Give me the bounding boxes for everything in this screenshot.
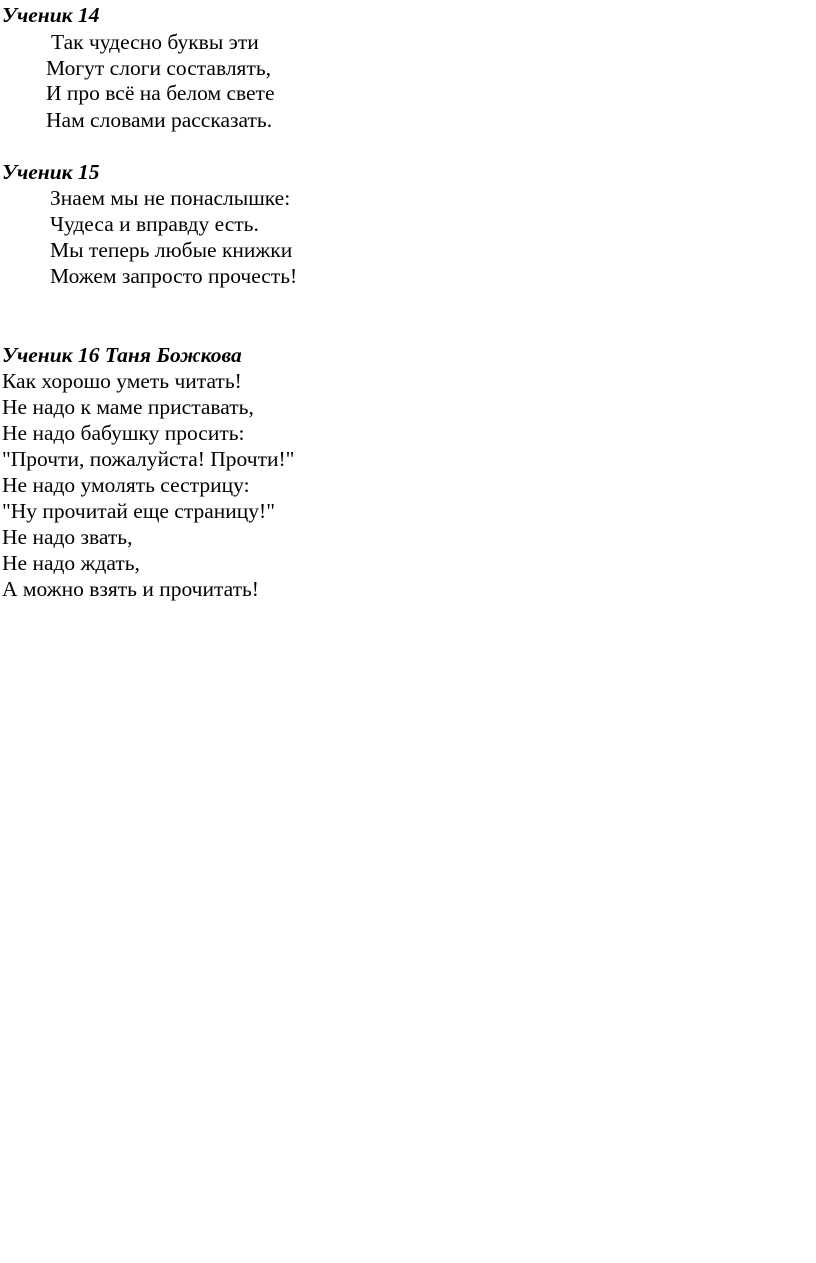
poem-line: Не надо звать, (2, 525, 133, 549)
poem-line: Могут слоги составлять, (46, 56, 272, 80)
poem-line: "Ну прочитай еще страницу!" (2, 499, 275, 523)
poem-line: Не надо ждать, (2, 551, 140, 575)
poem-line: Как хорошо уметь читать! (2, 369, 242, 393)
student-16-heading: Ученик 16 Таня Божкова (2, 343, 242, 367)
poem-line: "Прочти, пожалуйста! Прочти!" (2, 447, 295, 471)
poem-line: Чудеса и вправду есть. (50, 212, 259, 236)
poem-line: Можем запросто прочесть! (50, 264, 298, 288)
poem-line: Мы теперь любые книжки (50, 238, 293, 262)
poem-line: Знаем мы не понаслышке: (50, 186, 291, 210)
poem-line: Не надо бабушку просить: (2, 421, 245, 445)
student-14-heading: Ученик 14 (2, 3, 100, 27)
poem-line: Не надо к маме приставать, (2, 395, 254, 419)
poem-line: Так чудесно буквы эти (51, 30, 259, 54)
student-15-heading: Ученик 15 (2, 160, 100, 184)
poem-line: И про всё на белом свете (46, 81, 275, 105)
poem-line: Не надо умолять сестрицу: (2, 473, 250, 497)
poem-line: Нам словами рассказать. (46, 108, 273, 132)
poem-line: А можно взять и прочитать! (2, 577, 259, 601)
